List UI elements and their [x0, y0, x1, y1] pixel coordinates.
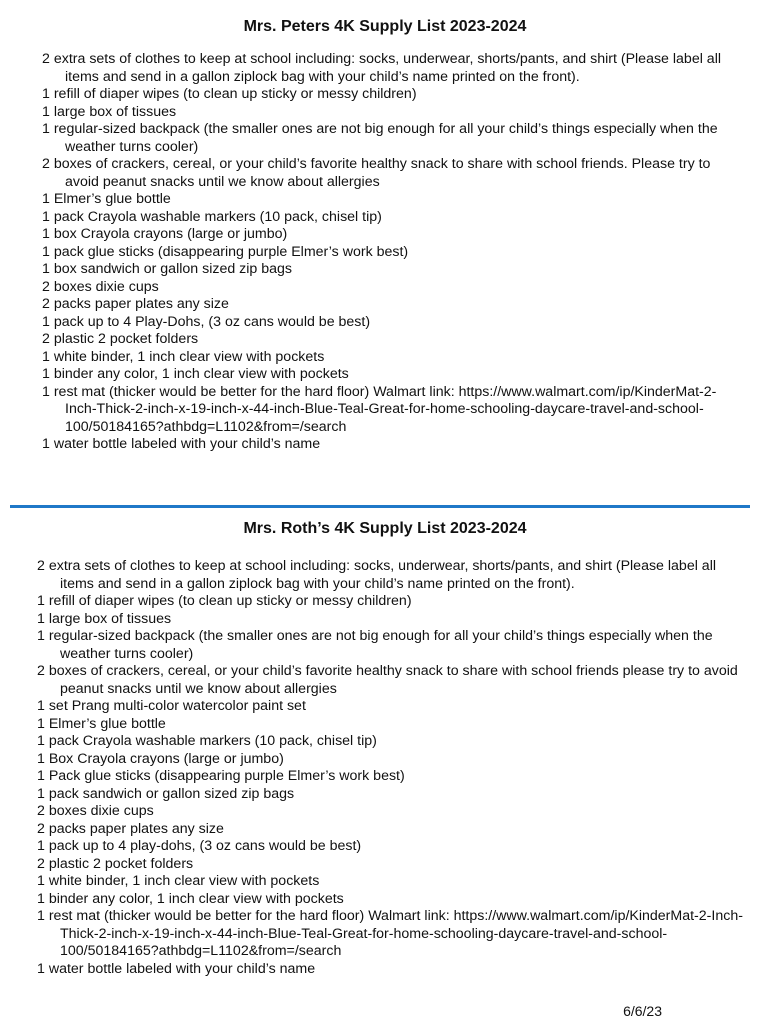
list-item: 1 large box of tissues — [42, 103, 177, 120]
list-item: 1 Box Crayola crayons (large or jumbo) — [37, 750, 284, 767]
peters-list-title: Mrs. Peters 4K Supply List 2023-2024 — [243, 18, 527, 35]
list-item: 1 pack Crayola washable markers (10 pack, chisel tip) — [42, 208, 382, 225]
list-item: 1 refill of diaper wipes (to clean up sticky or messy children) — [37, 593, 412, 609]
list-item: 2 packs paper plates any size — [42, 296, 229, 312]
list-item: 1 binder any color, 1 inch clear view with pockets — [42, 366, 349, 382]
list-item: 1 white binder, 1 inch clear view with pockets — [37, 873, 320, 889]
list-item: 1 Pack glue sticks (disappearing purple Elmer’s work best) — [37, 768, 405, 784]
list-item: 2 plastic 2 pocket folders — [42, 331, 199, 347]
roth-item-list — [37, 558, 752, 978]
list-item: 1 box Crayola crayons (large or jumbo) — [42, 226, 288, 242]
document-date: 6/6/23 — [623, 1003, 662, 1019]
list-item: 1 large box of tissues — [37, 610, 172, 627]
list-item: 2 extra sets of clothes to keep at school including: socks, underwear, shorts/pants, and shirt (Please label all items and send in a gallon ziplock bag with your child’s name printed on the front). — [42, 51, 722, 85]
list-item: 1 pack sandwich or gallon sized zip bags — [37, 785, 295, 802]
list-item: 1 regular-sized backpack (the smaller ones are not big enough for all your child’s things especially when the weather turns cooler) — [37, 628, 713, 662]
roth-supply-list — [0, 519, 770, 977]
list-item: 1 pack up to 4 play-dohs, (3 oz cans would be best) — [37, 838, 362, 854]
list-item: 1 water bottle labeled with your child’s name — [37, 960, 316, 977]
list-item: 2 boxes of crackers, cereal, or your child’s favorite healthy snack to share with school friends please try to avoid peanut snacks until we know about allergies — [37, 663, 738, 697]
list-item: 1 pack up to 4 Play-Dohs, (3 oz cans would be best) — [42, 313, 371, 330]
list-item: 1 box sandwich or gallon sized zip bags — [42, 261, 293, 277]
list-item: 1 white binder, 1 inch clear view with pockets — [42, 348, 325, 365]
list-item: 1 binder any color, 1 inch clear view with pockets — [37, 890, 344, 907]
list-item: 2 plastic 2 pocket folders — [37, 855, 194, 872]
list-item: 1 Elmer’s glue bottle — [37, 715, 166, 732]
list-item: 2 packs paper plates any size — [37, 820, 224, 837]
section-divider — [10, 505, 750, 508]
list-item: 1 rest mat (thicker would be better for the hard floor) Walmart link: https://www.walmart.com/ip/KinderMat-2-Inch-Thick-2-inch-x-19-inch-x-44-inch-Blue-Teal-Great-for-home-schooling-daycare-travel-and-school-100/50184165?athbdg=L1102&from=/search — [42, 383, 717, 435]
peters-item-list — [42, 51, 747, 454]
list-item: 1 set Prang multi-color watercolor paint set — [37, 698, 306, 714]
list-item: 2 boxes dixie cups — [37, 803, 154, 819]
list-item: 2 boxes of crackers, cereal, or your child’s favorite healthy snack to share with school friends. Please try to avoid peanut snacks until we know about allergies — [42, 156, 711, 190]
list-item: 1 Elmer’s glue bottle — [42, 191, 171, 207]
peters-supply-list — [0, 17, 770, 452]
list-item: 1 water bottle labeled with your child’s name — [42, 436, 321, 452]
list-item: 2 extra sets of clothes to keep at school including: socks, underwear, shorts/pants, and shirt (Please label all items and send in a gallon ziplock bag with your child’s name printed on the front). — [37, 558, 717, 592]
list-item: 1 pack Crayola washable markers (10 pack, chisel tip) — [37, 733, 377, 749]
roth-list-title: Mrs. Roth’s 4K Supply List 2023-2024 — [243, 520, 527, 537]
list-item: 1 pack glue sticks (disappearing purple Elmer’s work best) — [42, 243, 409, 260]
list-item: 1 rest mat (thicker would be better for the hard floor) Walmart link: https://www.walmart.com/ip/KinderMat-2-Inch-Thick-2-inch-x-19-inch-x-44-inch-Blue-Teal-Great-for-home-schooling-daycare-travel-and-school-100/50184165?athbdg=L1102&from=/search — [37, 908, 743, 959]
list-item: 1 regular-sized backpack (the smaller ones are not big enough for all your child’s things especially when the weather turns cooler) — [42, 121, 718, 155]
list-item: 1 refill of diaper wipes (to clean up sticky or messy children) — [42, 86, 417, 102]
list-item: 2 boxes dixie cups — [42, 278, 159, 295]
